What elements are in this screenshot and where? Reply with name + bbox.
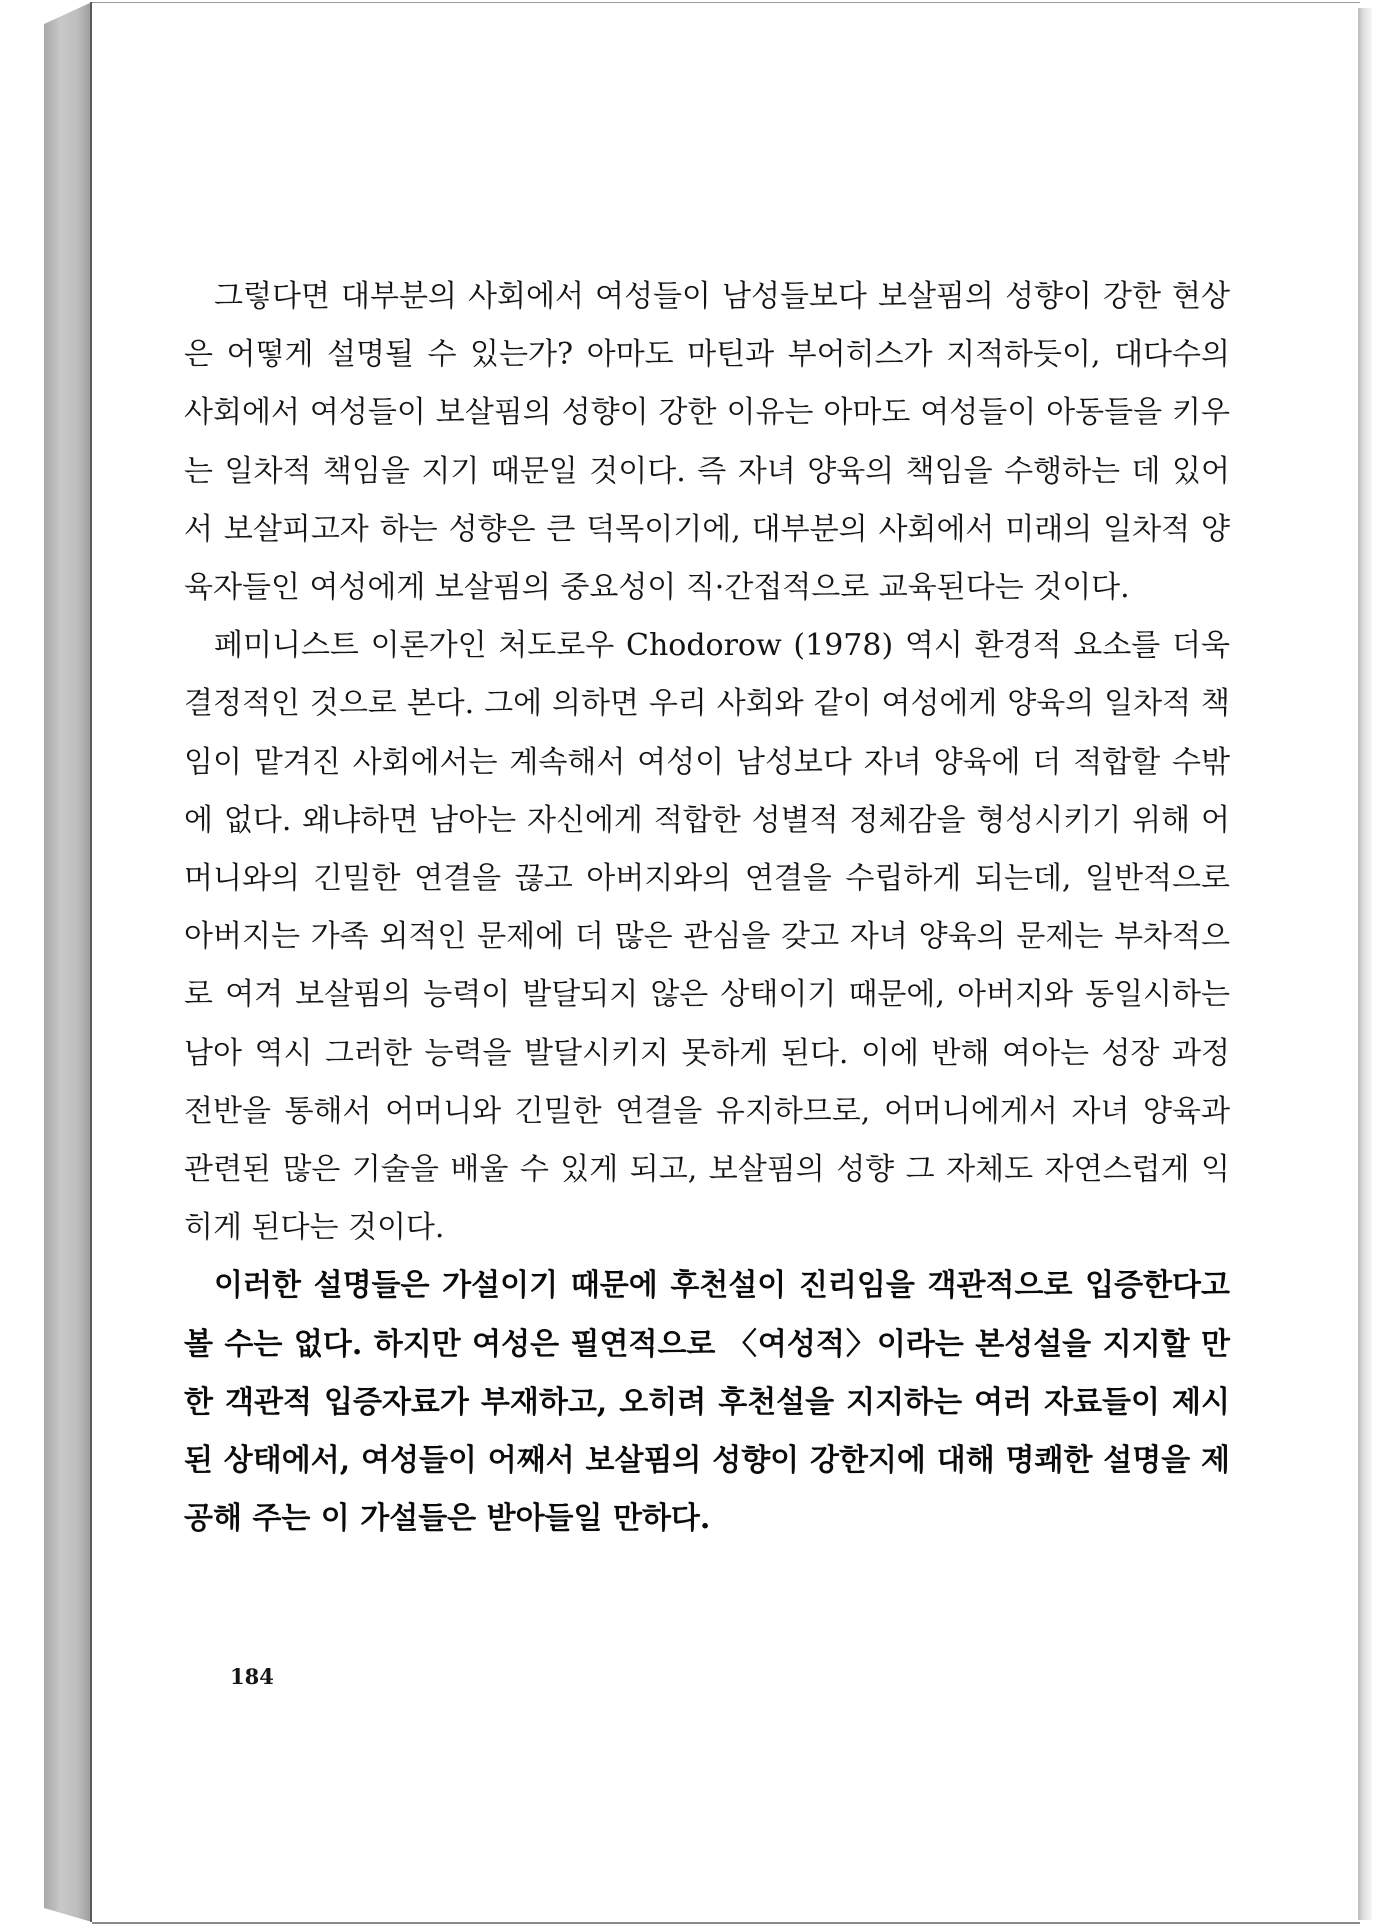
page-edge-shadow [1358,8,1372,1920]
paragraph-1: 그렇다면 대부분의 사회에서 여성들이 남성들보다 보살핌의 성향이 강한 현상은 어떻게 설명될 수 있는가? 아마도 마틴과 부어히스가 지적하듯이, 대다수의 사회에서 여성들이 보살핌의 성향이 강한 이유는 아마도 여성들이 아동들을 키우는 일차적 책임을 지기 때문일 것이다. 즉 자녀 양육의 책임을 수행하는 데 있어서 보살피고자 하는 성향은 큰 덕목이기에, 대부분의 사회에서 미래의 일차적 양육자들인 여성에게 보살핌의 중요성이 직·간접적으로 교육된다는 것이다. [184,279,1230,606]
paragraph-2: 페미니스트 이론가인 처도로우 Chodorow (1978) 역시 환경적 요소를 더욱 결정적인 것으로 본다. 그에 의하면 우리 사회와 같이 여성에게 양육의 일차적 책임이 맡겨진 사회에서는 계속해서 여성이 남성보다 자녀 양육에 더 적합할 수밖에 없다. 왜냐하면 남아는 자신에게 적합한 성별적 정체감을 형성시키기 위해 어머니와의 긴밀한 연결을 끊고 아버지와의 연결을 수립하게 되는데, 일반적으로 아버지는 가족 외적인 문제에 더 많은 관심을 갖고 자녀 양육의 문제는 부차적으로 여겨 보살핌의 능력이 발달되지 않은 상태이기 때문에, 아버지와 동일시하는 남아 역시 그러한 능력을 발달시키지 못하게 된다. 이에 반해 여아는 성장 과정 전반을 통해서 어머니와 긴밀한 연결을 유지하므로, 어머니에게서 자녀 양육과 관련된 많은 기술을 배울 수 있게 되고, 보살핌의 성향 그 자체도 자연스럽게 익히게 된다는 것이다. [184,628,1230,1246]
book-spine [44,2,92,1922]
body-text [184,268,1230,1548]
page-number: 184 [230,1664,274,1689]
paragraph-3: 이러한 설명들은 가설이기 때문에 후천설이 진리임을 객관적으로 입증한다고 볼 수는 없다. 하지만 여성은 필연적으로 〈여성적〉이라는 본성설을 지지할 만한 객관적 입증자료가 부재하고, 오히려 후천설을 지지하는 여러 자료들이 제시된 상태에서, 여성들이 어째서 보살핌의 성향이 강한지에 대해 명쾌한 설명을 제공해 주는 이 가설들은 받아들일 만하다. [184,1268,1230,1537]
